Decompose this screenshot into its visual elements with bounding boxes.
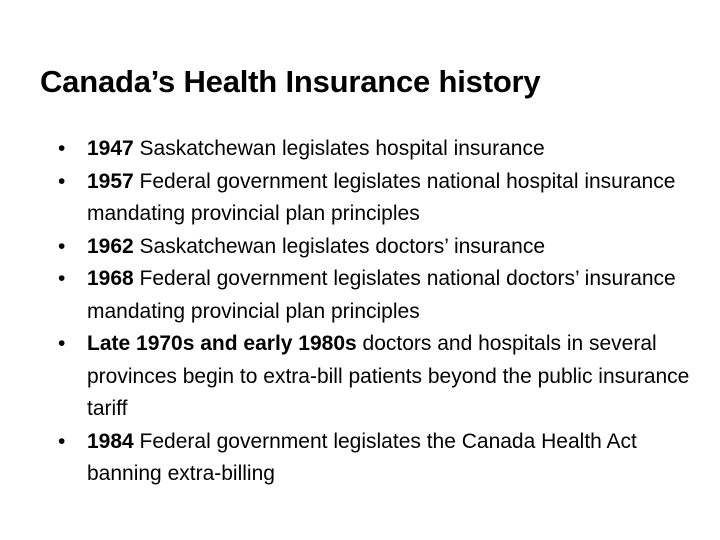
item-text: Saskatchewan legislates hospital insurance — [133, 137, 545, 160]
bullet-list — [58, 133, 698, 491]
item-year: Late 1970s and early 1980s — [87, 332, 357, 355]
list-item — [58, 263, 698, 328]
list-item — [58, 426, 698, 491]
bullet-icon: • — [58, 429, 66, 453]
item-year: 1947 — [87, 137, 134, 160]
list-item — [58, 231, 698, 264]
list-item — [58, 133, 698, 166]
bullet-icon: • — [58, 137, 66, 160]
item-year: 1957 — [87, 169, 134, 193]
item-text: Federal government legislates national doctors’ insurance mandating provincial plan principles — [87, 267, 676, 323]
item-year: 1984 — [87, 429, 134, 453]
bullet-icon: • — [58, 332, 66, 355]
bullet-icon: • — [58, 234, 66, 258]
item-text: Federal government legislates the Canada Health Act banning extra-billing — [87, 429, 637, 485]
bullet-icon: • — [58, 267, 66, 290]
bullet-icon: • — [58, 169, 66, 193]
item-text: Saskatchewan legislates doctors’ insurance — [133, 234, 545, 258]
item-text: Federal government legislates national hospital insurance mandating provincial plan principles — [87, 169, 676, 225]
slide-title: Canada’s Health Insurance history — [40, 64, 541, 99]
item-year: 1968 — [87, 267, 134, 290]
list-item — [58, 328, 698, 426]
list-item — [58, 166, 698, 231]
item-text: doctors and hospitals in several provinces begin to extra-bill patients beyond the public insurance tariff — [87, 332, 690, 420]
item-year: 1962 — [87, 234, 134, 258]
